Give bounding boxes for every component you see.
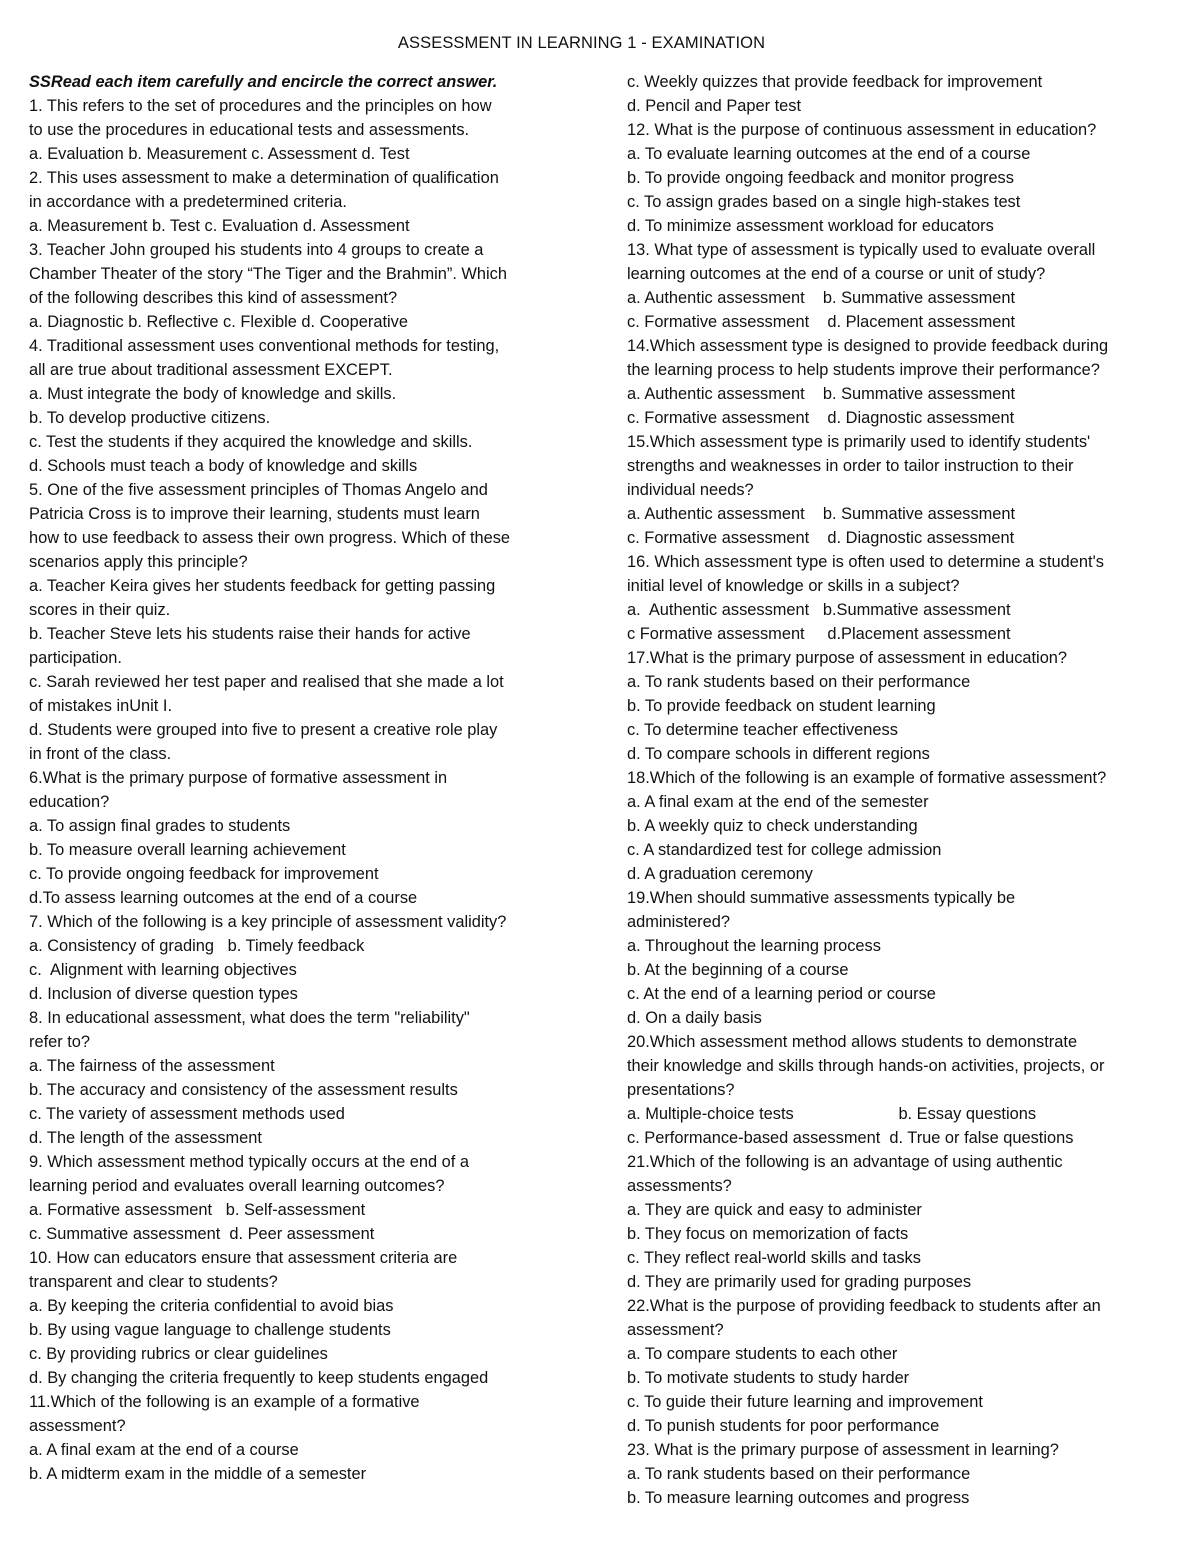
text-line: how to use feedback to assess their own progress. Which of these <box>29 529 511 547</box>
text-line: 10. How can educators ensure that assessment criteria are <box>29 1249 458 1267</box>
text-line: education? <box>29 793 110 811</box>
text-line: assessments? <box>627 1177 732 1195</box>
text-line: d. Inclusion of diverse question types <box>29 985 298 1003</box>
text-line: c. Test the students if they acquired the knowledge and skills. <box>29 433 473 451</box>
text-line: assessment? <box>627 1321 724 1339</box>
text-line: d. The length of the assessment <box>29 1129 262 1147</box>
text-line: b. A weekly quiz to check understanding <box>627 817 918 835</box>
text-line: d. On a daily basis <box>627 1009 762 1027</box>
text-line: 21.Which of the following is an advantage of using authentic <box>627 1153 1063 1171</box>
text-line: a. Must integrate the body of knowledge and skills. <box>29 385 397 403</box>
text-line: a. Authentic assessment b. Summative assessment <box>627 505 1016 523</box>
text-line: 17.What is the primary purpose of assessment in education? <box>627 649 1068 667</box>
text-line: a. Authentic assessment b.Summative assessment <box>627 601 1011 619</box>
text-line: transparent and clear to students? <box>29 1273 278 1291</box>
text-line: of the following describes this kind of assessment? <box>29 289 398 307</box>
text-line: c. The variety of assessment methods used <box>29 1105 345 1123</box>
text-line: b. A midterm exam in the middle of a semester <box>29 1465 367 1483</box>
text-line: d. By changing the criteria frequently to keep students engaged <box>29 1369 489 1387</box>
text-line: c. By providing rubrics or clear guidelines <box>29 1345 328 1363</box>
text-line: their knowledge and skills through hands-on activities, projects, or <box>627 1057 1105 1075</box>
text-line: a. Multiple-choice tests b. Essay questions <box>627 1105 1037 1123</box>
text-line: d.To assess learning outcomes at the end of a course <box>29 889 418 907</box>
text-line: all are true about traditional assessment EXCEPT. <box>29 361 393 379</box>
text-line: scores in their quiz. <box>29 601 171 619</box>
text-line: c. Sarah reviewed her test paper and realised that she made a lot <box>29 673 504 691</box>
text-line: in front of the class. <box>29 745 172 763</box>
right-column <box>627 70 1187 1510</box>
text-line: learning outcomes at the end of a course or unit of study? <box>627 265 1046 283</box>
text-line: 6.What is the primary purpose of formative assessment in <box>29 769 448 787</box>
text-line: b. By using vague language to challenge students <box>29 1321 391 1339</box>
text-line: d. Students were grouped into five to present a creative role play <box>29 721 498 739</box>
text-line: 8. In educational assessment, what does the term "reliability" <box>29 1009 470 1027</box>
text-line: c. Summative assessment d. Peer assessment <box>29 1225 375 1243</box>
text-line: 7. Which of the following is a key principle of assessment validity? <box>29 913 507 931</box>
text-line: 4. Traditional assessment uses conventional methods for testing, <box>29 337 500 355</box>
text-line: 16. Which assessment type is often used to determine a student's <box>627 553 1104 571</box>
text-line: Patricia Cross is to improve their learning, students must learn <box>29 505 480 523</box>
text-line: 2. This uses assessment to make a determination of qualification <box>29 169 499 187</box>
text-line: a. By keeping the criteria confidential to avoid bias <box>29 1297 394 1315</box>
text-line: c. To provide ongoing feedback for improvement <box>29 865 379 883</box>
text-line: a. They are quick and easy to administer <box>627 1201 922 1219</box>
text-line: a. The fairness of the assessment <box>29 1057 275 1075</box>
text-line: d. A graduation ceremony <box>627 865 813 883</box>
text-line: d. Pencil and Paper test <box>627 97 802 115</box>
text-line: 22.What is the purpose of providing feedback to students after an <box>627 1297 1101 1315</box>
text-line: Chamber Theater of the story “The Tiger and the Brahmin”. Which <box>29 265 507 283</box>
text-line: learning period and evaluates overall learning outcomes? <box>29 1177 445 1195</box>
text-line: 13. What type of assessment is typically used to evaluate overall <box>627 241 1096 259</box>
text-line: a. Diagnostic b. Reflective c. Flexible d. Cooperative <box>29 313 408 331</box>
text-line: c. Formative assessment d. Diagnostic assessment <box>627 529 1015 547</box>
text-line: c. To guide their future learning and improvement <box>627 1393 983 1411</box>
text-line: refer to? <box>29 1033 91 1051</box>
text-line: 9. Which assessment method typically occurs at the end of a <box>29 1153 470 1171</box>
text-line: b. At the beginning of a course <box>627 961 849 979</box>
text-line: the learning process to help students improve their performance? <box>627 361 1100 379</box>
text-line: c. Weekly quizzes that provide feedback for improvement <box>627 73 1043 91</box>
text-line: assessment? <box>29 1417 126 1435</box>
text-line: c. They reflect real-world skills and tasks <box>627 1249 921 1267</box>
text-line: 1. This refers to the set of procedures and the principles on how <box>29 97 492 115</box>
text-line: a. Evaluation b. Measurement c. Assessment d. Test <box>29 145 410 163</box>
text-line: b. To measure overall learning achievement <box>29 841 346 859</box>
instructions: SSRead each item carefully and encircle the correct answer. <box>29 73 498 91</box>
page-title: ASSESSMENT IN LEARNING 1 - EXAMINATION <box>397 34 766 52</box>
text-line: c. Formative assessment d. Placement assessment <box>627 313 1016 331</box>
text-line: strengths and weaknesses in order to tailor instruction to their <box>627 457 1074 475</box>
text-line: c. To assign grades based on a single high-stakes test <box>627 193 1021 211</box>
text-line: d. To minimize assessment workload for educators <box>627 217 994 235</box>
text-line: b. To measure learning outcomes and progress <box>627 1489 970 1507</box>
text-line: a. A final exam at the end of a course <box>29 1441 299 1459</box>
text-line: b. They focus on memorization of facts <box>627 1225 909 1243</box>
left-column <box>29 70 594 1486</box>
text-line: a. To rank students based on their performance <box>627 673 971 691</box>
text-line: 5. One of the five assessment principles of Thomas Angelo and <box>29 481 488 499</box>
text-line: c. Alignment with learning objectives <box>29 961 297 979</box>
text-line: d. To punish students for poor performance <box>627 1417 940 1435</box>
text-line: 12. What is the purpose of continuous assessment in education? <box>627 121 1097 139</box>
text-line: a. A final exam at the end of the semester <box>627 793 929 811</box>
text-line: c. Formative assessment d. Diagnostic assessment <box>627 409 1015 427</box>
text-line: c. To determine teacher effectiveness <box>627 721 898 739</box>
text-line: 19.When should summative assessments typically be <box>627 889 1016 907</box>
text-line: c. A standardized test for college admission <box>627 841 942 859</box>
text-line: a. Formative assessment b. Self-assessment <box>29 1201 366 1219</box>
text-line: of mistakes inUnit I. <box>29 697 173 715</box>
text-line: a. To compare students to each other <box>627 1345 898 1363</box>
text-line: d. Schools must teach a body of knowledge and skills <box>29 457 418 475</box>
text-line: a. Consistency of grading b. Timely feedback <box>29 937 365 955</box>
text-line: a. Throughout the learning process <box>627 937 881 955</box>
text-line: 3. Teacher John grouped his students into 4 groups to create a <box>29 241 484 259</box>
text-line: b. To provide ongoing feedback and monitor progress <box>627 169 1014 187</box>
text-line: 23. What is the primary purpose of assessment in learning? <box>627 1441 1059 1459</box>
text-line: individual needs? <box>627 481 754 499</box>
text-line: 15.Which assessment type is primarily used to identify students' <box>627 433 1091 451</box>
text-line: a. Authentic assessment b. Summative assessment <box>627 289 1016 307</box>
text-line: administered? <box>627 913 730 931</box>
text-line: a. To rank students based on their performance <box>627 1465 971 1483</box>
text-line: a. Authentic assessment b. Summative assessment <box>627 385 1016 403</box>
text-line: a. To assign final grades to students <box>29 817 291 835</box>
text-line: 20.Which assessment method allows students to demonstrate <box>627 1033 1078 1051</box>
text-line: b. To motivate students to study harder <box>627 1369 910 1387</box>
text-line: in accordance with a predetermined criteria. <box>29 193 347 211</box>
text-line: a. To evaluate learning outcomes at the end of a course <box>627 145 1031 163</box>
text-line: b. To provide feedback on student learning <box>627 697 936 715</box>
text-line: 18.Which of the following is an example of formative assessment? <box>627 769 1107 787</box>
text-line: c. Performance-based assessment d. True or false questions <box>627 1129 1074 1147</box>
text-line: b. The accuracy and consistency of the assessment results <box>29 1081 458 1099</box>
text-line: b. Teacher Steve lets his students raise their hands for active <box>29 625 471 643</box>
text-line: a. Teacher Keira gives her students feedback for getting passing <box>29 577 496 595</box>
text-line: presentations? <box>627 1081 735 1099</box>
text-line: 11.Which of the following is an example of a formative <box>29 1393 420 1411</box>
text-line: 14.Which assessment type is designed to provide feedback during <box>627 337 1109 355</box>
text-line: a. Measurement b. Test c. Evaluation d. Assessment <box>29 217 410 235</box>
text-line: c. At the end of a learning period or course <box>627 985 936 1003</box>
text-line: d. To compare schools in different regions <box>627 745 930 763</box>
text-line: b. To develop productive citizens. <box>29 409 271 427</box>
text-line: to use the procedures in educational tests and assessments. <box>29 121 470 139</box>
text-line: d. They are primarily used for grading purposes <box>627 1273 972 1291</box>
text-line: c Formative assessment d.Placement assessment <box>627 625 1011 643</box>
text-line: initial level of knowledge or skills in a subject? <box>627 577 960 595</box>
text-line: participation. <box>29 649 122 667</box>
text-line: scenarios apply this principle? <box>29 553 248 571</box>
